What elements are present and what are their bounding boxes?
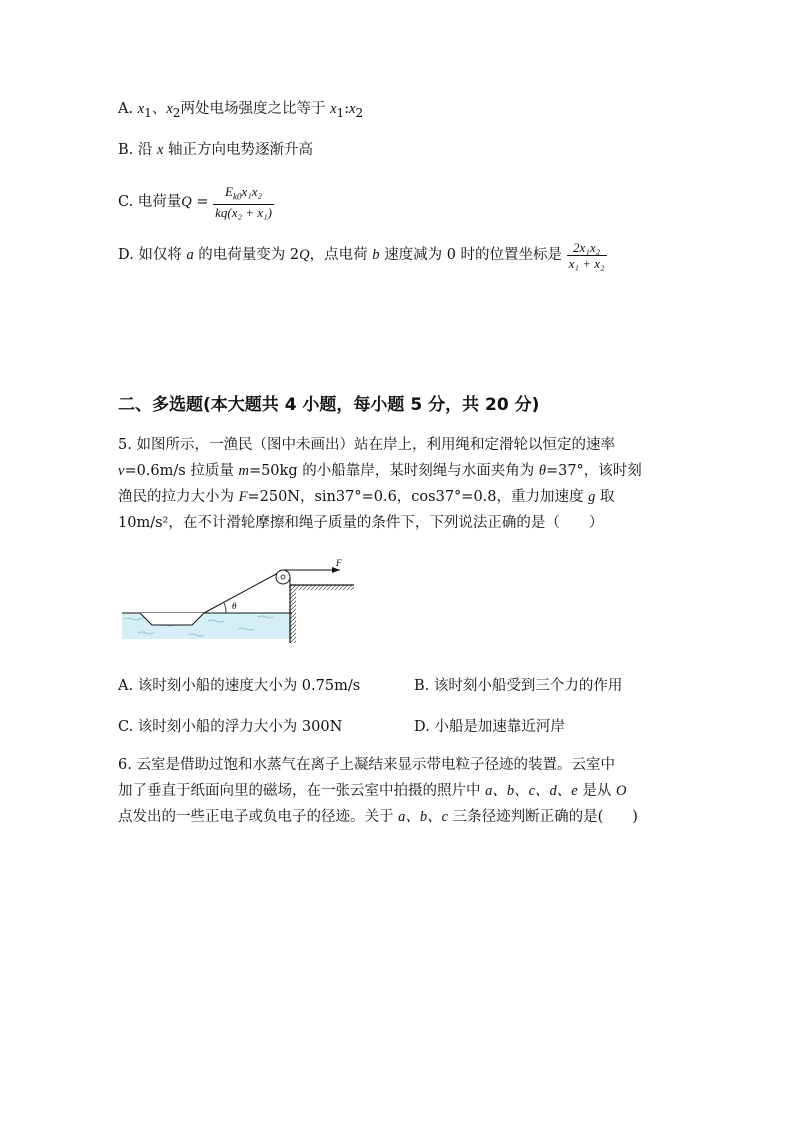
- q4-option-b: B. 沿 x 轴正方向电势逐渐升高: [118, 142, 314, 158]
- section-heading: 二、多选题(本大题共 4 小题，每小题 5 分，共 20 分): [118, 395, 540, 415]
- q5-option-c: C. 该时刻小船的浮力大小为 300N: [118, 719, 343, 735]
- q4-option-d: D. 如仅将 a 的电荷量变为 2Q，点电荷 b 速度减为 0 时的位置坐标是 $\frac{\text{2x₁x₂}}{\text{x₁ + x₂}}$: [118, 239, 605, 271]
- question-5: 5. 如图所示，一渔民（图中未画出）站在岸上，利用绳和定滑轮以恒定的速率 v=0.6m/s 拉质量 m=50kg 的小船靠岸，某时刻绳与水面夹角为 θ=37°，该时刻 渔民的拉力大小为 F=250N，sin37°=0.6，cos37°=0.8，重力加速度 g 取 10m/s²，在不计滑轮摩擦和绳子质量的条件下，下列说法正确的是（ ）: [118, 437, 642, 531]
- question-6: 6. 云室是借助过饱和水蒸气在离子上凝结来显示带电粒子径迹的装置。云室中 加了垂直于纸面向里的磁场，在一张云室中拍摄的照片中 a、b、c、d、e 是从 O 点发出的一些正电子或负电子的径迹。关于 a、b、c 三条径迹判断正确的是( ): [118, 757, 638, 825]
- q5-option-b: B. 该时刻小船受到三个力的作用: [414, 678, 623, 694]
- rope: [204, 573, 278, 613]
- boat-pulley-figure: [118, 555, 358, 645]
- force-label: F: [336, 558, 342, 568]
- q5-option-d: D. 小船是加速靠近河岸: [414, 719, 565, 735]
- q5-option-a: A. 该时刻小船的速度大小为 0.75m/s: [118, 678, 361, 694]
- boat: [140, 613, 204, 625]
- charge-formula: $\frac{E_{k0}x_1x_2}{\text{kq(x₂ + x₁)}}$: [215, 183, 272, 221]
- q4-option-c: C. 电荷量Q = $\frac{E_{k0}x_1x_2}{\text{kq(x₂ + x₁)}}$: [118, 183, 272, 221]
- angle-label: θ: [232, 601, 237, 611]
- q4-option-a: A. $x_1$、$x_2$两处电场强度之比等于 $x_1:x_2$: [118, 101, 364, 120]
- position-formula: $\frac{\text{2x₁x₂}}{\text{x₁ + x₂}}$: [568, 239, 605, 271]
